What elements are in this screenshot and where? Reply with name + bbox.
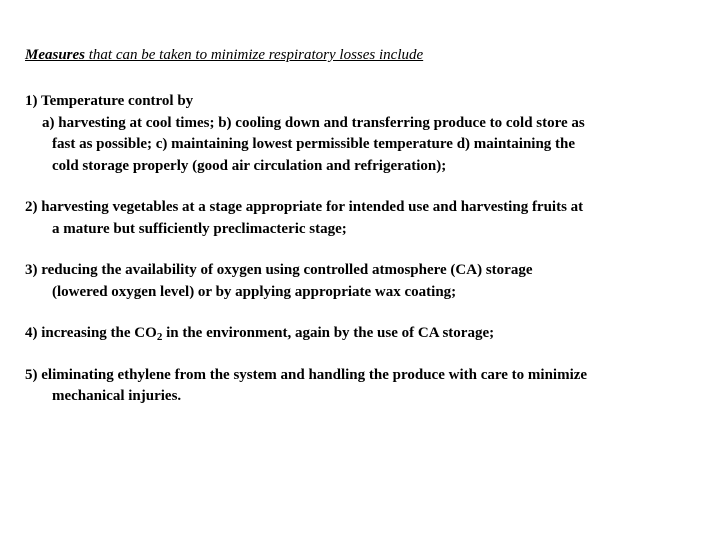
item-3-line-1: 3) reducing the availability of oxygen using controlled atmosphere (CA) storage	[25, 262, 533, 278]
item-3-line-2: (lowered oxygen level) or by applying appropriate wax coating;	[52, 283, 457, 300]
slide-heading	[25, 47, 423, 64]
item-5-line-2: mechanical injuries.	[52, 388, 182, 404]
list-item-1	[25, 91, 710, 177]
item-1-line-2: a) harvesting at cool times; b) cooling down and transferring produce to cold store as	[42, 114, 585, 131]
item-4-text-before: 4) increasing the CO	[25, 325, 157, 341]
item-1-line-3: fast as possible; c) maintaining lowest permissible temperature d) maintaining the	[52, 136, 576, 152]
heading-first-word: Measures	[25, 47, 86, 63]
item-2-line-1: 2) harvesting vegetables at a stage appropriate for intended use and harvesting fruits at	[25, 199, 584, 215]
item-4-text-after: in the environment, again by the use of CA storage;	[162, 325, 495, 341]
item-1-line-4: cold storage properly (good air circulation and refrigeration);	[52, 157, 447, 174]
list-item-2	[25, 197, 710, 240]
list-item-3	[25, 260, 710, 303]
list-item-5	[25, 365, 710, 408]
item-4-line-1	[25, 323, 710, 345]
item-2-line-2: a mature but sufficiently preclimacteric stage;	[52, 220, 347, 237]
heading-rest: that can be taken to minimize respiratory losses include	[85, 47, 424, 63]
item-5-line-1: 5) eliminating ethylene from the system and handling the produce with care to minimize	[25, 366, 588, 383]
measures-list	[25, 91, 710, 428]
co2-subscript: 2	[156, 331, 163, 343]
list-item-4	[25, 323, 710, 345]
item-1-title: 1) Temperature control by	[25, 93, 194, 109]
